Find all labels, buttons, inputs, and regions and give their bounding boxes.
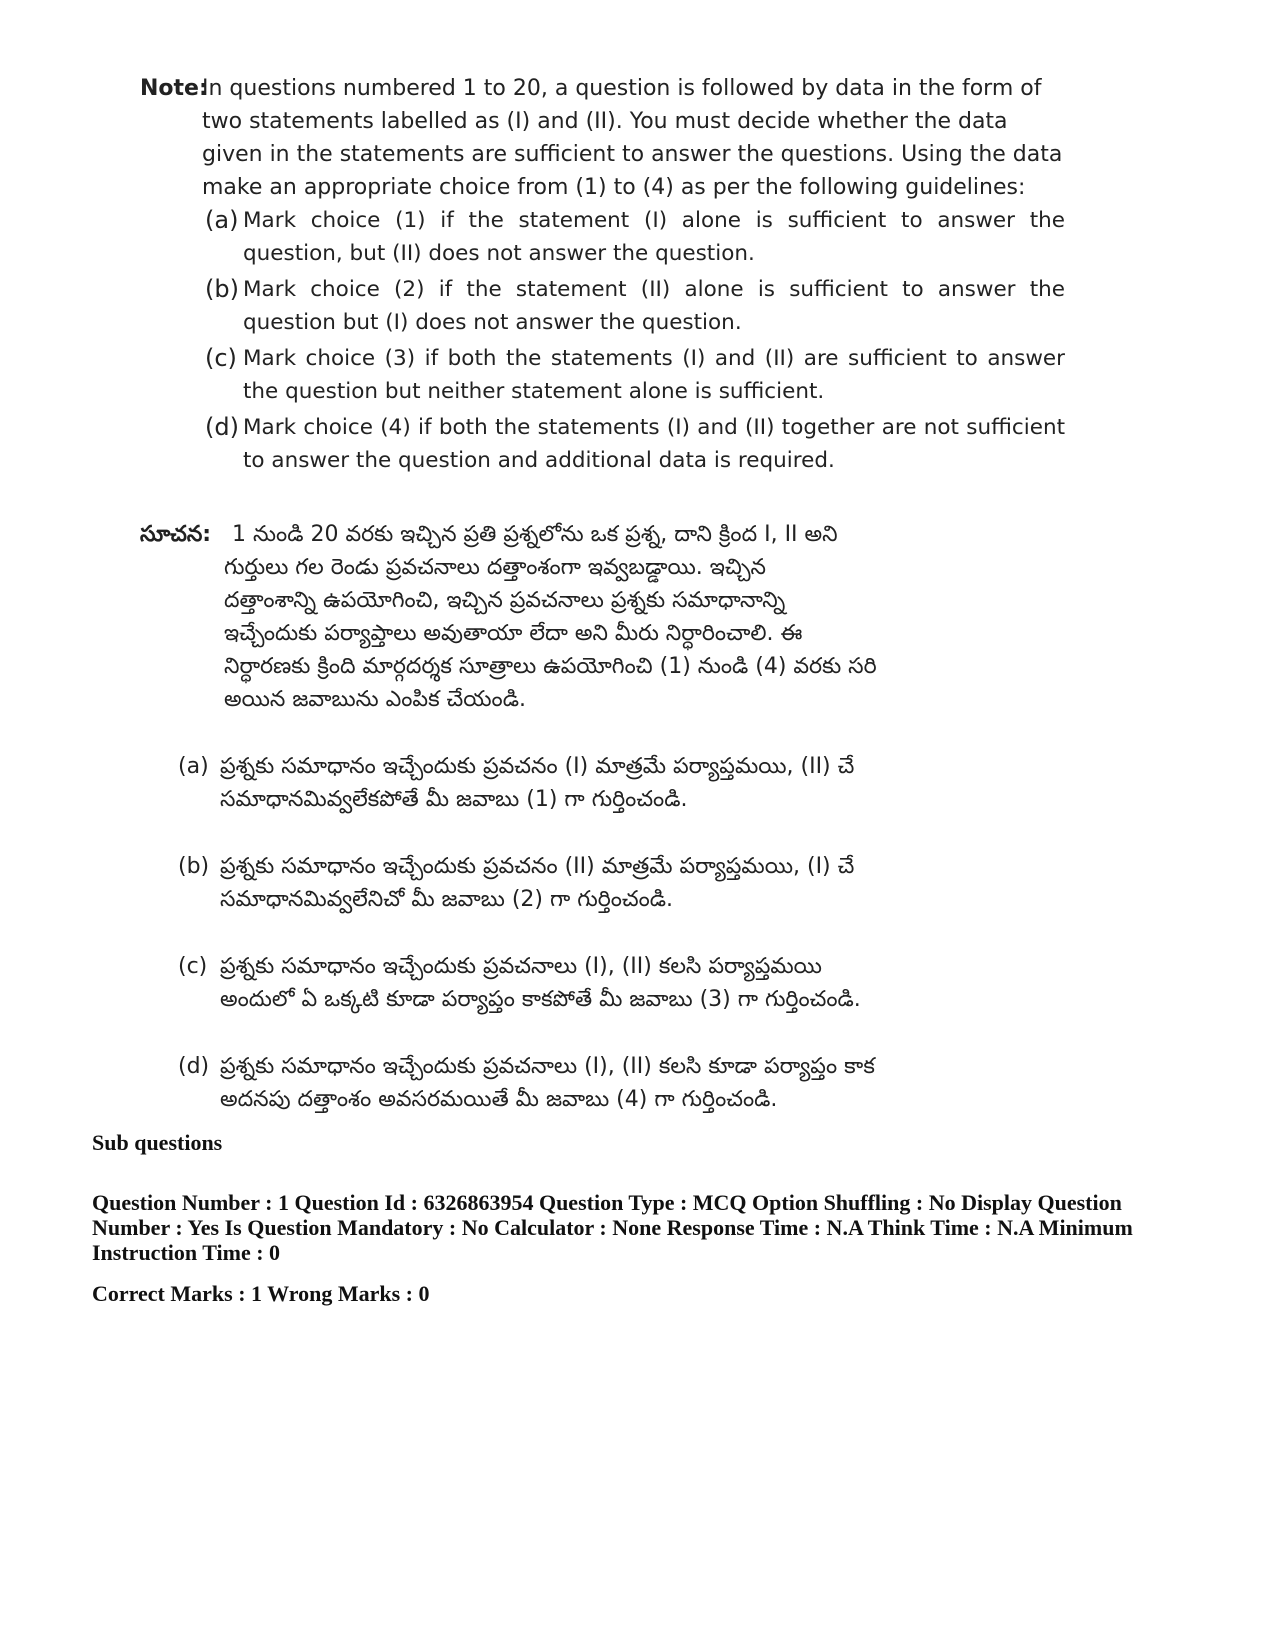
telugu-line: అయిన జవాబును ఎంపిక చేయండి. [224, 687, 526, 712]
note-intro [140, 105, 1065, 204]
telugu-guideline-a [178, 750, 1065, 816]
telugu-note-label: సూచన: [140, 522, 212, 547]
telugu-guideline-line: ప్రశ్నకు సమాధానం ఇచ్చేందుకు ప్రవచనం (II) మాత్రమే పర్యాప్తమయి, (I) చే [220, 854, 855, 879]
telugu-guideline-line: సమాధానమివ్వలేకపోతే మీ జవాబు (1) గా గుర్తించండి. [220, 787, 688, 812]
guideline-d [205, 411, 1065, 477]
note-intro-line: In questions numbered 1 to 20, a question is followed by data in the form of [202, 76, 1042, 101]
guideline-a [205, 204, 1065, 270]
telugu-guideline-marker: (c) [178, 954, 208, 979]
telugu-heading-line [140, 518, 1065, 551]
telugu-guideline-line: అదనపు దత్తాంశం అవసరమయితే మీ జవాబు (4) గా గుర్తించండి. [220, 1087, 778, 1112]
telugu-note [140, 518, 1065, 1116]
note-intro-line: two statements labelled as (I) and (II). You must decide whether the data [202, 109, 1008, 134]
telugu-guideline-c [178, 950, 1065, 1016]
guideline-c [205, 342, 1065, 408]
telugu-line: 1 నుండి 20 వరకు ఇచ్చిన ప్రతి ప్రశ్నలోను ఒక ప్రశ్న, దాని క్రింద I, II అని [232, 522, 838, 547]
telugu-guideline-b [178, 850, 1065, 916]
telugu-guideline-marker: (d) [178, 1054, 210, 1079]
guideline-text: Mark choice (4) if both the statements (I) and (II) together are not sufficient to answer the question and additional data is required. [243, 415, 1065, 473]
guideline-text: Mark choice (3) if both the statements (I) and (II) are sufficient to answer the question but neither statement alone is sufficient. [243, 346, 1065, 404]
note-heading-line [140, 72, 1065, 105]
telugu-line: ఇచ్చేందుకు పర్యాప్తాలు అవుతాయా లేదా అని మీరు నిర్ధారించాలి. ఈ [224, 621, 803, 646]
telugu-guideline-line: ప్రశ్నకు సమాధానం ఇచ్చేందుకు ప్రవచనాలు (I), (II) కలసి పర్యాప్తమయి [220, 954, 822, 979]
telugu-line: దత్తాంశాన్ని ఉపయోగించి, ఇచ్చిన ప్రవచనాలు ప్రశ్నకు సమాధానాన్ని [224, 588, 786, 613]
guideline-marker: (a) [205, 206, 239, 234]
note-intro-line: given in the statements are sufficient to answer the questions. Using the data [202, 142, 1063, 167]
telugu-line: గుర్తులు గల రెండు ప్రవచనాలు దత్తాంశంగా ఇవ్వబడ్డాయి. ఇచ్చిన [224, 555, 766, 580]
guideline-text: Mark choice (1) if the statement (I) alone is sufficient to answer the question, but (II) does not answer the question. [243, 208, 1065, 266]
telugu-guideline-marker: (a) [178, 754, 209, 779]
telugu-line: నిర్ధారణకు క్రింది మార్గదర్శక సూత్రాలు ఉపయోగించి (1) నుండి (4) వరకు సరి [224, 654, 877, 679]
guideline-b [205, 273, 1065, 339]
guideline-marker: (b) [205, 275, 239, 303]
english-note [140, 72, 1065, 477]
telugu-intro [140, 551, 1065, 716]
telugu-guideline-marker: (b) [178, 854, 210, 879]
telugu-guideline-d [178, 1050, 1065, 1116]
telugu-guideline-line: అందులో ఏ ఒక్కటి కూడా పర్యాప్తం కాకపోతే మీ జవాబు (3) గా గుర్తించండి. [220, 987, 861, 1012]
note-intro-line: make an appropriate choice from (1) to (4) as per the following guidelines: [202, 175, 1026, 200]
guideline-marker: (d) [205, 413, 239, 441]
telugu-guideline-line: ప్రశ్నకు సమాధానం ఇచ్చేందుకు ప్రవచనాలు (I), (II) కలసి కూడా పర్యాప్తం కాక [220, 1054, 875, 1079]
guideline-marker: (c) [205, 344, 237, 372]
question-info: Question Number : 1 Question Id : 6326863954 Question Type : MCQ Option Shuffling : No Display Question Number : Yes Is Question Mandatory : No Calculator : None Response Time : N.A Think Time : N.A Minimum Instruction Time : 0 [92, 1190, 1133, 1265]
telugu-guideline-line: ప్రశ్నకు సమాధానం ఇచ్చేందుకు ప్రవచనం (I) మాత్రమే పర్యాప్తమయి, (II) చే [220, 754, 855, 779]
note-label: Note: [140, 76, 208, 101]
sub-questions-heading: Sub questions [92, 1130, 223, 1155]
marks-info: Correct Marks : 1 Wrong Marks : 0 [92, 1281, 430, 1306]
telugu-guideline-line: సమాధానమివ్వలేనిచో మీ జవాబు (2) గా గుర్తించండి. [220, 887, 674, 912]
guideline-text: Mark choice (2) if the statement (II) alone is sufficient to answer the question but (I) does not answer the question. [243, 277, 1065, 335]
